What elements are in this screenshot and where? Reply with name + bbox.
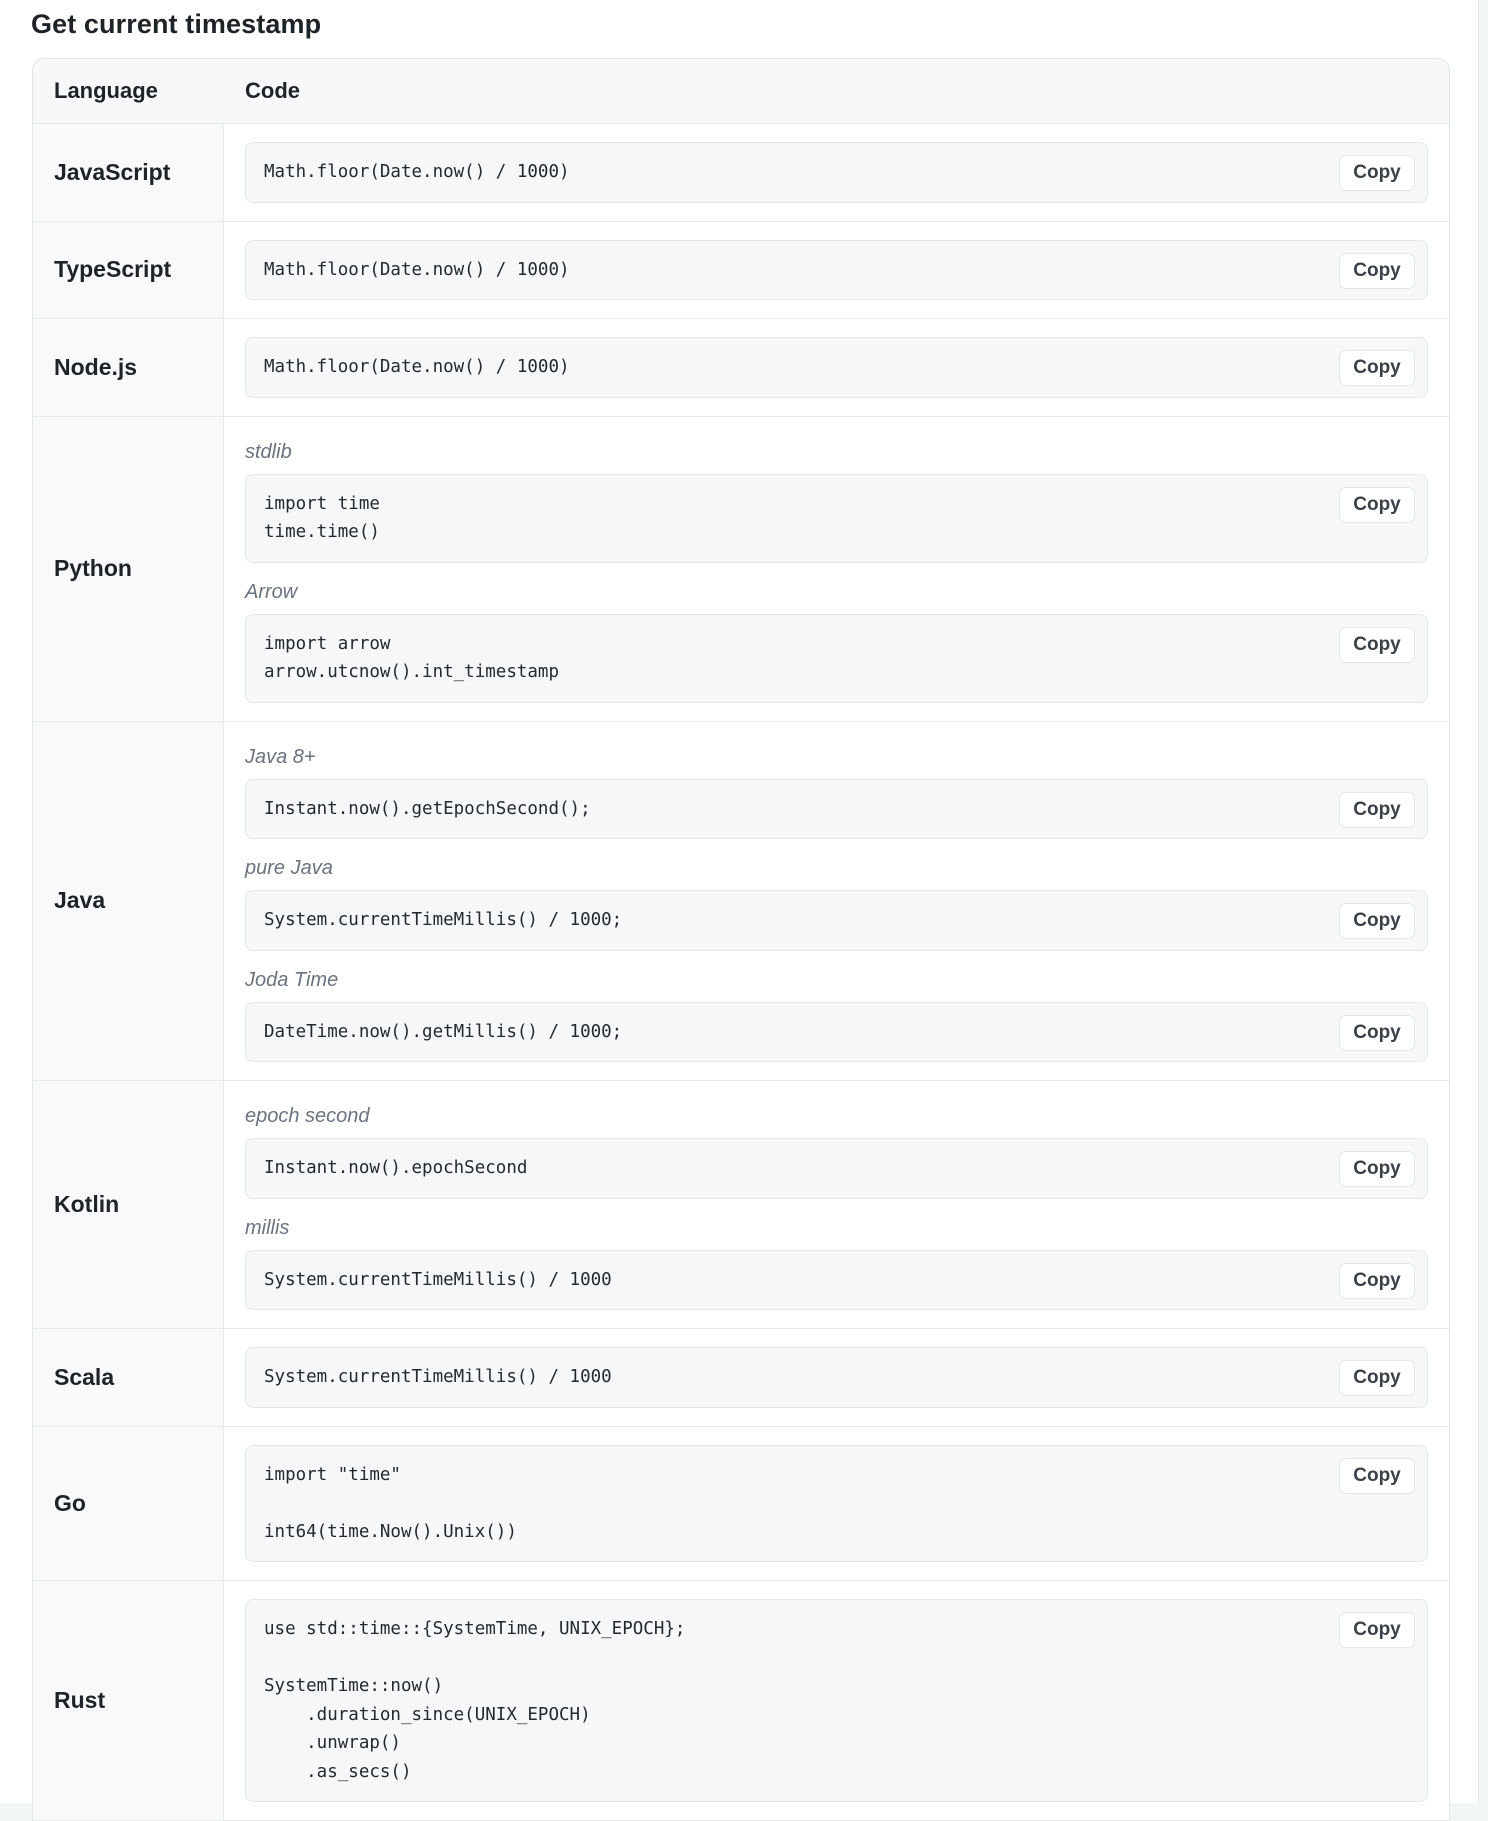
variant-label: millis	[245, 1216, 290, 1239]
variant-label: pure Java	[245, 857, 333, 879]
code-block	[245, 1002, 1428, 1063]
language-name: Go	[33, 1427, 224, 1581]
code-block	[245, 779, 1428, 840]
code-variant	[245, 1445, 1428, 1563]
code-cell	[224, 1081, 1449, 1328]
code-cell	[224, 1329, 1449, 1426]
variant-label: Arrow	[245, 580, 298, 603]
copy-button[interactable]: Copy	[1339, 792, 1415, 828]
copy-button[interactable]: Copy	[1339, 1263, 1415, 1299]
table-row-scala	[33, 1329, 1449, 1427]
code-variant	[245, 142, 1428, 203]
copy-button[interactable]: Copy	[1339, 627, 1415, 663]
code-snippet[interactable]: System.currentTimeMillis() / 1000	[264, 1269, 612, 1290]
section-title: Get current timestamp	[31, 9, 322, 39]
code-snippet[interactable]: Instant.now().epochSecond	[264, 1158, 528, 1178]
table-row-node-js	[33, 319, 1449, 417]
copy-button[interactable]: Copy	[1339, 155, 1415, 191]
copy-button[interactable]: Copy	[1339, 1015, 1415, 1051]
code-variant	[245, 337, 1428, 398]
code-variant	[245, 1347, 1428, 1408]
variant-label: stdlib	[245, 440, 292, 463]
language-name: Rust	[33, 1581, 224, 1820]
code-block	[245, 337, 1428, 398]
code-snippet[interactable]: DateTime.now().getMillis() / 1000;	[264, 1021, 623, 1042]
language-name: Node.js	[33, 319, 224, 416]
table-row-java	[33, 722, 1449, 1082]
code-block	[245, 1445, 1428, 1563]
copy-button[interactable]: Copy	[1339, 350, 1415, 386]
table-row-python	[33, 417, 1449, 722]
code-snippet[interactable]: use std::time::{SystemTime, UNIX_EPOCH}; SystemTime::now() .duration_since(UNIX_EPOCH) .unwrap() .as_secs()	[264, 1619, 686, 1782]
code-cell	[224, 1427, 1449, 1581]
variant-label: Joda Time	[245, 968, 339, 991]
code-snippet[interactable]: Math.floor(Date.now() / 1000)	[264, 357, 570, 377]
table-header	[33, 59, 1449, 124]
code-variant	[245, 579, 1428, 703]
code-cell	[224, 417, 1449, 721]
language-name: Scala	[33, 1329, 224, 1426]
code-snippet[interactable]: System.currentTimeMillis() / 1000;	[264, 910, 623, 930]
variant-label: epoch second	[245, 1105, 370, 1127]
code-block	[245, 1347, 1428, 1408]
table-row-typescript	[33, 222, 1449, 320]
table-row-go	[33, 1427, 1449, 1582]
code-variant	[245, 967, 1428, 1063]
language-name: Kotlin	[33, 1081, 224, 1328]
language-name: JavaScript	[33, 124, 224, 221]
code-cell	[224, 1581, 1449, 1820]
code-block	[245, 142, 1428, 203]
header-language: Language	[54, 78, 158, 103]
code-snippet[interactable]: Instant.now().getEpochSecond();	[264, 798, 591, 819]
timestamp-code-table	[32, 58, 1450, 1821]
table-row-javascript	[33, 124, 1449, 222]
code-variant	[245, 439, 1428, 563]
code-snippet[interactable]: import "time" int64(time.Now().Unix())	[264, 1464, 517, 1542]
code-variant	[245, 240, 1428, 301]
code-variant	[245, 744, 1428, 840]
copy-button[interactable]: Copy	[1339, 1360, 1415, 1396]
table-body	[33, 124, 1449, 1821]
code-variant	[245, 1599, 1428, 1802]
code-variant	[245, 1103, 1428, 1199]
table-row-rust	[33, 1581, 1449, 1821]
copy-button[interactable]: Copy	[1339, 1458, 1415, 1494]
code-block	[245, 474, 1428, 563]
code-variant	[245, 855, 1428, 951]
language-name: TypeScript	[33, 222, 224, 319]
copy-button[interactable]: Copy	[1339, 253, 1415, 289]
code-cell	[224, 222, 1449, 319]
copy-button[interactable]: Copy	[1339, 487, 1415, 523]
variant-label: Java 8+	[245, 745, 316, 768]
copy-button[interactable]: Copy	[1339, 903, 1415, 939]
code-snippet[interactable]: System.currentTimeMillis() / 1000	[264, 1367, 612, 1387]
code-cell	[224, 319, 1449, 416]
code-block	[245, 1599, 1428, 1802]
copy-button[interactable]: Copy	[1339, 1612, 1415, 1648]
code-snippet[interactable]: import arrow arrow.utcnow().int_timestamp	[264, 633, 560, 682]
copy-button[interactable]: Copy	[1339, 1151, 1415, 1187]
code-snippet[interactable]: Math.floor(Date.now() / 1000)	[264, 259, 570, 280]
table-row-kotlin	[33, 1081, 1449, 1329]
header-code: Code	[245, 78, 300, 103]
code-block	[245, 614, 1428, 703]
code-block	[245, 1250, 1428, 1311]
code-cell	[224, 722, 1449, 1081]
code-block	[245, 1138, 1428, 1199]
code-cell	[224, 124, 1449, 221]
code-block	[245, 890, 1428, 951]
code-snippet[interactable]: import time time.time()	[264, 493, 380, 542]
code-variant	[245, 1215, 1428, 1311]
language-name: Python	[33, 417, 224, 721]
code-block	[245, 240, 1428, 301]
code-snippet[interactable]: Math.floor(Date.now() / 1000)	[264, 162, 570, 182]
language-name: Java	[33, 722, 224, 1081]
